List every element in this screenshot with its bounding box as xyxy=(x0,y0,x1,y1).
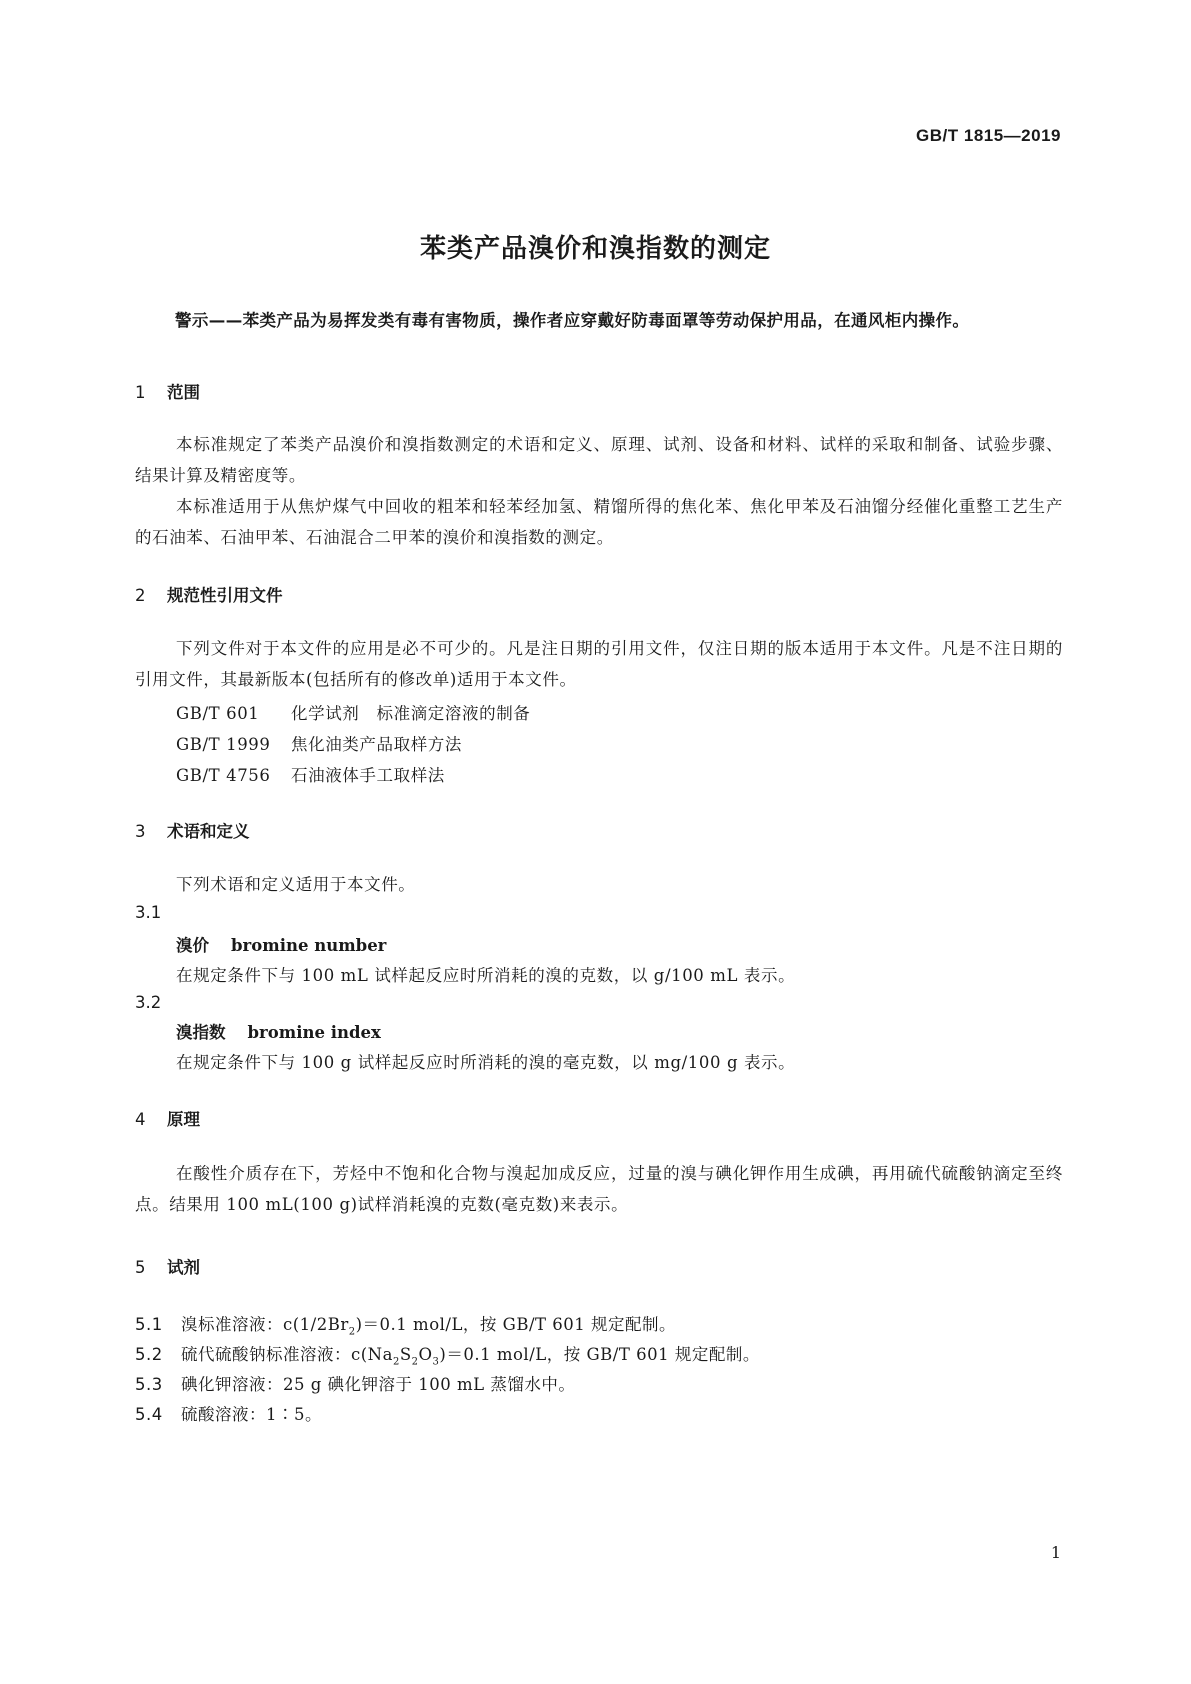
section-4-paragraph-1: 在酸性介质存在下，芳烃中不饱和化合物与溴起加成反应，过量的溴与碘化钾作用生成碘，再用硫代硫酸钠滴定至终点。结果用 100 mL(100 g)试样消耗溴的克数(毫克数)来表示。 xyxy=(135,1164,1063,1214)
section-title: 术语和定义 xyxy=(167,822,250,841)
reagent-item xyxy=(135,1371,575,1395)
reference-item xyxy=(176,762,445,786)
reagent-number: 5.2 xyxy=(135,1345,163,1364)
subscript: 3 xyxy=(432,1356,440,1368)
term-definition: 在规定条件下与 100 g 试样起反应时所消耗的溴的毫克数，以 mg/100 g 表示。 xyxy=(176,1053,796,1072)
reagent-text: 硫代硫酸钠标准溶液：c(Na xyxy=(181,1345,393,1364)
section-2-heading xyxy=(135,582,283,606)
warning-paragraph: 警示——苯类产品为易挥发类有毒有害物质，操作者应穿戴好防毒面罩等劳动保护用品，在通风柜内操作。 xyxy=(175,311,970,330)
reagent-text: O xyxy=(418,1345,433,1364)
section-number: 1 xyxy=(135,383,146,402)
section-1-paragraph-2: 本标准适用于从焦炉煤气中回收的粗苯和轻苯经加氢、精馏所得的焦化苯、焦化甲苯及石油馏分经催化重整工艺生产的石油苯、石油甲苯、石油混合二甲苯的溴价和溴指数的测定。 xyxy=(135,497,1063,547)
section-4-heading xyxy=(135,1106,200,1130)
reagent-item xyxy=(135,1341,760,1367)
section-2-paragraph-1: 下列文件对于本文件的应用是必不可少的。凡是注日期的引用文件，仅注日期的版本适用于本文件。凡是不注日期的引用文件，其最新版本(包括所有的修改单)适用于本文件。 xyxy=(135,639,1063,689)
reagent-item xyxy=(135,1401,322,1425)
term-zh: 溴指数 xyxy=(176,1023,226,1042)
section-title: 试剂 xyxy=(167,1258,200,1277)
reagent-number: 5.1 xyxy=(135,1315,163,1334)
reference-item xyxy=(176,731,462,755)
term-en: bromine index xyxy=(247,1023,381,1042)
term-heading xyxy=(176,932,386,956)
reference-code: GB/T 4756 xyxy=(176,766,271,785)
reference-title: 焦化油类产品取样方法 xyxy=(291,735,462,754)
section-3-paragraph-1: 下列术语和定义适用于本文件。 xyxy=(176,875,416,894)
document-title: 苯类产品溴价和溴指数的测定 xyxy=(419,234,771,264)
reagent-text: 溴标准溶液：c(1/2Br xyxy=(181,1315,349,1334)
reference-item xyxy=(176,700,530,724)
reagent-item xyxy=(135,1311,676,1337)
section-number: 3 xyxy=(135,822,146,841)
term-heading xyxy=(176,1019,381,1043)
term-zh: 溴价 xyxy=(176,936,209,955)
term-number: 3.2 xyxy=(135,993,162,1012)
section-number: 2 xyxy=(135,586,146,605)
section-title: 原理 xyxy=(167,1110,200,1129)
subscript: 2 xyxy=(411,1356,419,1368)
reference-code: GB/T 1999 xyxy=(176,735,271,754)
section-1-paragraph-1: 本标准规定了苯类产品溴价和溴指数测定的术语和定义、原理、试剂、设备和材料、试样的采取和制备、试验步骤、结果计算及精密度等。 xyxy=(135,435,1063,485)
subscript: 2 xyxy=(348,1326,356,1338)
page-number: 1 xyxy=(1050,1543,1061,1562)
term-definition: 在规定条件下与 100 mL 试样起反应时所消耗的溴的克数，以 g/100 mL 表示。 xyxy=(176,966,796,985)
section-3-heading xyxy=(135,818,250,842)
section-1-heading xyxy=(135,379,200,403)
reference-code: GB/T 601 xyxy=(176,704,260,723)
reference-title: 石油液体手工取样法 xyxy=(291,766,445,785)
standard-number: GB/T 1815—2019 xyxy=(916,126,1061,145)
section-number: 4 xyxy=(135,1110,146,1129)
reagent-number: 5.4 xyxy=(135,1405,163,1424)
reagent-text: S xyxy=(399,1345,412,1364)
section-number: 5 xyxy=(135,1258,146,1277)
term-en: bromine number xyxy=(231,936,387,955)
reagent-number: 5.3 xyxy=(135,1375,163,1394)
subscript: 2 xyxy=(392,1356,400,1368)
section-title: 范围 xyxy=(167,383,200,402)
term-number: 3.1 xyxy=(135,903,162,922)
reagent-text: 硫酸溶液：1∶5。 xyxy=(181,1405,322,1424)
section-title: 规范性引用文件 xyxy=(167,586,283,605)
reagent-text: )＝0.1 mol/L，按 GB/T 601 规定配制。 xyxy=(355,1315,677,1334)
reagent-text: 碘化钾溶液：25 g 碘化钾溶于 100 mL 蒸馏水中。 xyxy=(181,1375,576,1394)
reference-title: 化学试剂 标准滴定溶液的制备 xyxy=(291,704,531,723)
section-5-heading xyxy=(135,1254,200,1278)
reagent-text: )＝0.1 mol/L，按 GB/T 601 规定配制。 xyxy=(439,1345,760,1364)
